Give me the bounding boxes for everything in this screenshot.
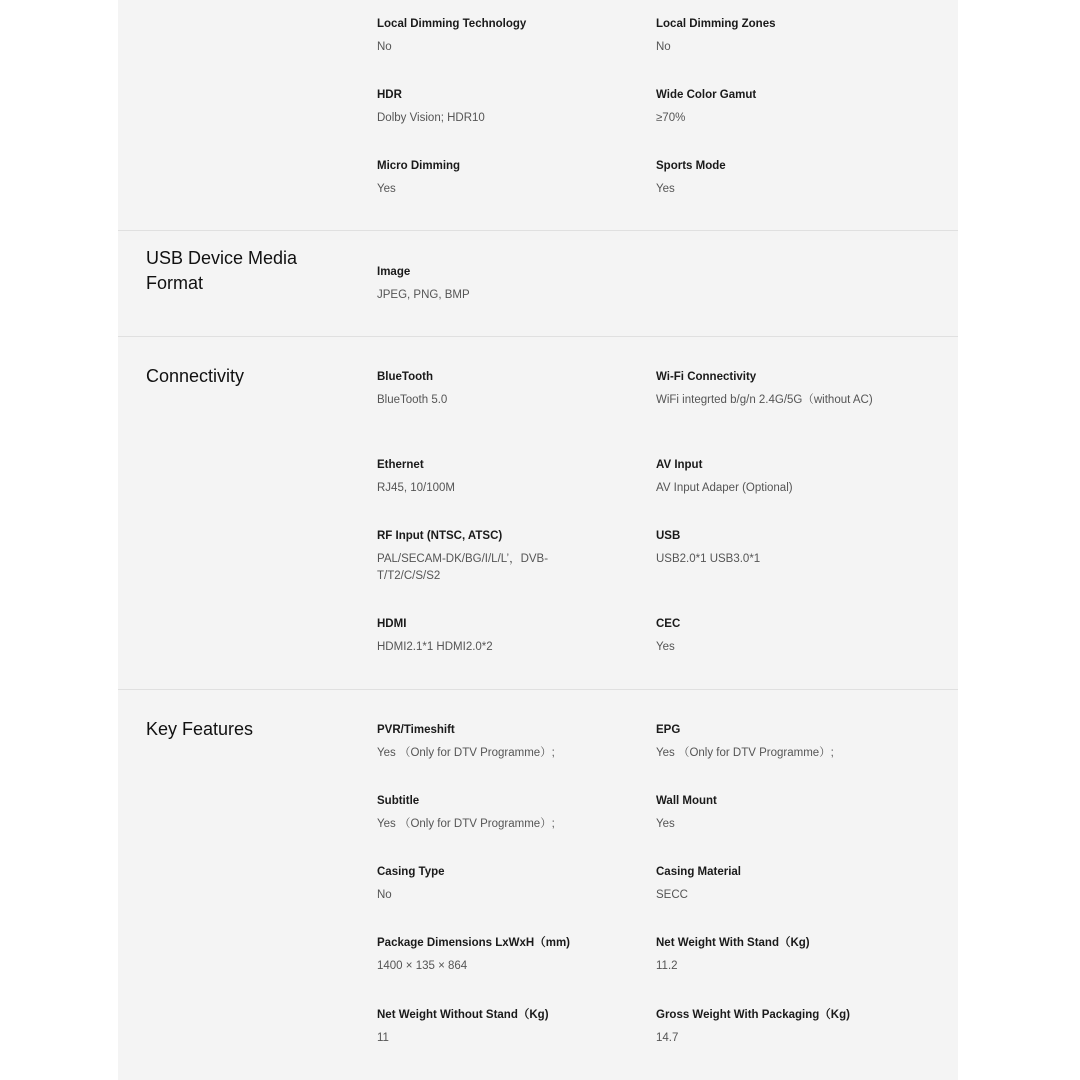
spec-item (377, 88, 656, 159)
spec-item (377, 1008, 656, 1068)
spec-item (377, 370, 656, 458)
spec-label: RF Input (NTSC, ATSC) (377, 530, 503, 542)
spec-section-key-features (118, 690, 958, 1080)
spec-row (377, 159, 917, 219)
spec-value: Yes （Only for DTV Programme）; (377, 747, 555, 759)
spec-value: Yes (377, 183, 396, 195)
spec-value: No (377, 41, 392, 53)
spec-value: 11.2 (656, 960, 678, 972)
spec-page (118, 0, 958, 1080)
spec-item (656, 936, 896, 1008)
spec-item (656, 794, 896, 865)
spec-item (656, 88, 896, 159)
spec-row (377, 529, 917, 617)
spec-label: Subtitle (377, 795, 420, 807)
spec-label: PVR/Timeshift (377, 724, 455, 736)
spec-row (377, 794, 917, 865)
spec-value: No (656, 41, 671, 53)
spec-label: Gross Weight With Packaging（Kg) (656, 1009, 850, 1021)
spec-label: Net Weight Without Stand（Kg) (377, 1009, 549, 1021)
spec-label: Wall Mount (656, 795, 717, 807)
spec-label: HDR (377, 89, 402, 101)
spec-row (377, 458, 917, 529)
spec-label: AV Input (656, 459, 703, 471)
spec-row (377, 17, 917, 88)
spec-value: HDMI2.1*1 HDMI2.0*2 (377, 641, 493, 653)
spec-label: Casing Material (656, 866, 741, 878)
spec-label: Ethernet (377, 459, 424, 471)
spec-item (377, 794, 656, 865)
spec-label: Image (377, 266, 411, 278)
section-title: USB Device Media Format (146, 248, 298, 293)
spec-label: BlueTooth (377, 371, 433, 383)
spec-label: Wide Color Gamut (656, 89, 757, 101)
spec-label: Net Weight With Stand（Kg) (656, 937, 810, 949)
spec-value: Dolby Vision; HDR10 (377, 112, 485, 124)
spec-value: JPEG, PNG, BMP (377, 289, 470, 301)
spec-grid (377, 265, 917, 304)
spec-item (377, 159, 656, 219)
spec-value: SECC (656, 889, 688, 901)
spec-item (377, 865, 656, 936)
spec-value: RJ45, 10/100M (377, 482, 455, 494)
spec-value: PAL/SECAM-DK/BG/I/L/L’，DVB-T/T2/C/S/S2 (377, 553, 549, 582)
spec-value: Yes （Only for DTV Programme）; (656, 747, 834, 759)
spec-row (377, 370, 917, 458)
spec-value: Yes （Only for DTV Programme）; (377, 818, 555, 830)
spec-row (377, 1008, 917, 1068)
spec-label: Wi-Fi Connectivity (656, 371, 757, 383)
spec-label: Package Dimensions LxWxH（mm) (377, 937, 571, 949)
spec-value: USB2.0*1 USB3.0*1 (656, 553, 761, 565)
spec-label: HDMI (377, 618, 407, 630)
spec-value: Yes (656, 183, 675, 195)
spec-value: No (377, 889, 392, 901)
spec-value: 1400 × 135 × 864 (377, 960, 468, 972)
spec-value: AV Input Adaper (Optional) (656, 482, 793, 494)
spec-value: WiFi integrted b/g/n 2.4G/5G（without AC) (656, 394, 873, 406)
spec-label: Local Dimming Zones (656, 18, 776, 30)
spec-item (656, 1008, 896, 1068)
spec-row (377, 265, 917, 304)
spec-value: ≥70% (656, 112, 686, 124)
spec-label: EPG (656, 724, 681, 736)
spec-row (377, 865, 917, 936)
spec-item (377, 936, 656, 1008)
spec-item (377, 458, 656, 529)
spec-row (377, 723, 917, 794)
spec-item (377, 617, 656, 677)
spec-label: Sports Mode (656, 160, 726, 172)
spec-section-connectivity (118, 337, 958, 690)
section-title: Connectivity (146, 366, 245, 386)
spec-item (656, 159, 896, 219)
spec-row (377, 936, 917, 1008)
spec-section-usb-media (118, 231, 958, 337)
spec-value: 14.7 (656, 1032, 679, 1044)
spec-label: CEC (656, 618, 681, 630)
spec-value: BlueTooth 5.0 (377, 394, 448, 406)
spec-label: Micro Dimming (377, 160, 461, 172)
spec-item (656, 458, 896, 529)
spec-item (656, 529, 896, 617)
spec-grid (377, 723, 917, 1068)
spec-item (656, 617, 896, 677)
spec-item (377, 17, 656, 88)
spec-grid (377, 17, 917, 219)
spec-item (377, 265, 656, 304)
spec-label: Local Dimming Technology (377, 18, 527, 30)
spec-section-display (118, 0, 958, 231)
spec-value: Yes (656, 818, 675, 830)
section-title: Key Features (146, 719, 254, 739)
spec-grid (377, 370, 917, 677)
spec-item (377, 723, 656, 794)
spec-label: USB (656, 530, 681, 542)
spec-item (656, 370, 896, 458)
spec-item (656, 865, 896, 936)
spec-value: 11 (377, 1032, 389, 1044)
spec-item (656, 723, 896, 794)
spec-label: Casing Type (377, 866, 445, 878)
spec-row (377, 617, 917, 677)
spec-item (377, 529, 656, 617)
spec-value: Yes (656, 641, 675, 653)
spec-row (377, 88, 917, 159)
spec-item (656, 17, 896, 88)
